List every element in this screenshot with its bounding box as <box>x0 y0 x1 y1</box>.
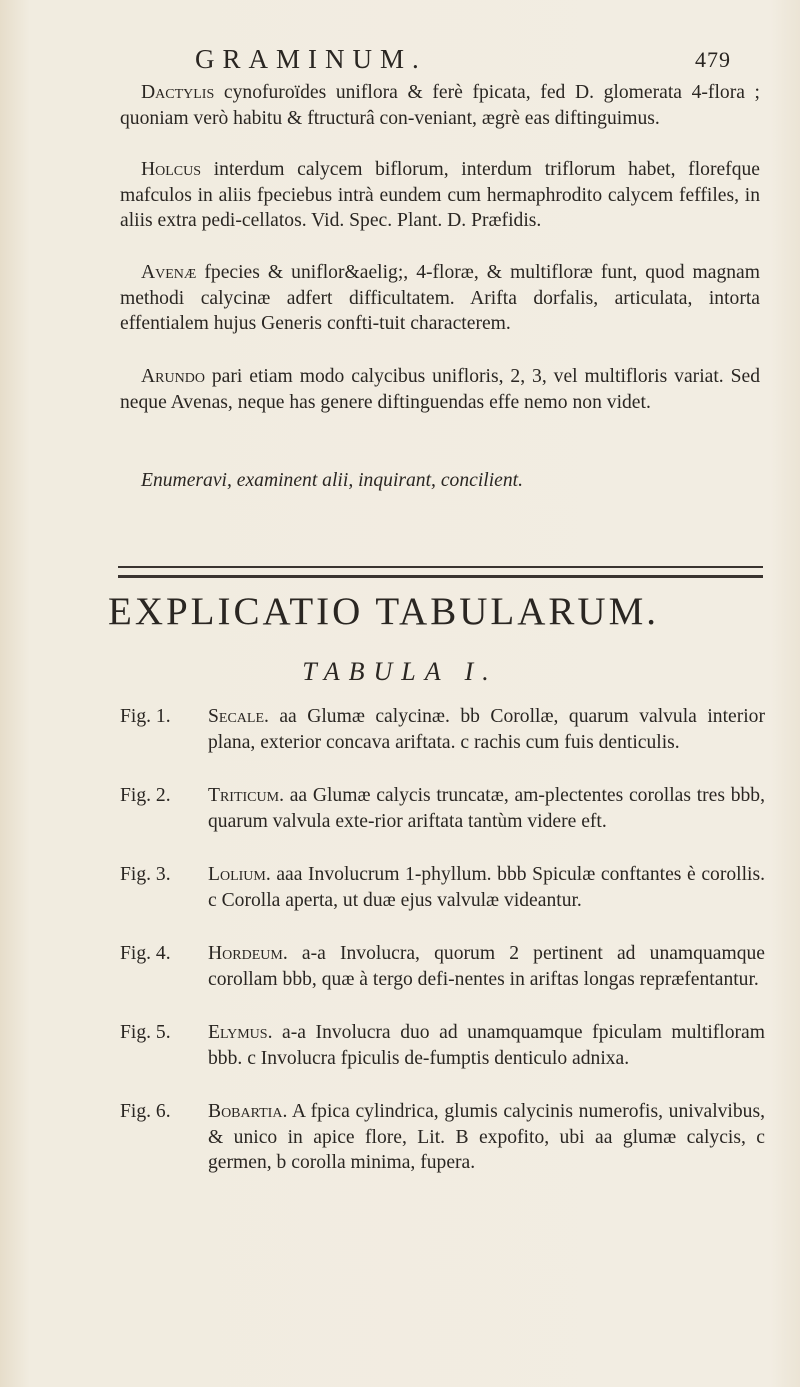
figure-genus: Lolium. <box>208 864 271 885</box>
figure-genus: Elymus. <box>208 1022 273 1043</box>
page-number: 479 <box>695 47 731 72</box>
figure-genus: Bobartia. <box>208 1101 288 1122</box>
figure-entry <box>120 941 765 992</box>
section-subtitle: TABULA I. <box>302 657 498 686</box>
figure-label: Fig. 2. <box>120 785 171 806</box>
figure-entry <box>120 1099 765 1176</box>
genus-name: Arundo <box>141 366 205 387</box>
figure-description: aa Glumæ calycis truncatæ, am-plectentes corollas tres bbb, quarum valvula exte-rior ariftata tantùm videre eft. <box>208 785 765 832</box>
figure-entry <box>120 783 765 834</box>
figure-label: Fig. 3. <box>120 864 171 885</box>
figure-entry <box>120 1020 765 1071</box>
genus-name: Holcus <box>141 159 202 180</box>
section-title: EXPLICATIO TABULARUM. <box>108 590 659 633</box>
figure-description: A fpica cylindrica, glumis calycinis numerofis, univalvibus, & unico in apice flore, Lit. B expofito, ubi aa glumæ calycis, c germen, b corolla minima, fupera. <box>208 1101 765 1173</box>
paragraph-text: cynofuroïdes uniflora & ferè fpicata, fed D. glomerata 4-flora ; quoniam verò habitu & ftructurâ con-veniant, ægrè eas diftinguimus. <box>120 82 760 129</box>
figure-label: Fig. 5. <box>120 1022 171 1043</box>
figure-genus: Triticum. <box>208 785 284 806</box>
figure-description: aaa Involucrum 1-phyllum. bbb Spiculæ conftantes è corollis. c Corolla aperta, ut duæ ejus valvulæ videantur. <box>208 864 765 911</box>
paragraph-text: pari etiam modo calycibus unifloris, 2, 3, vel multifloris variat. Sed neque Avenas, neque has genere diftinguendas effe nemo non videt. <box>120 366 760 413</box>
paragraph-arundo <box>120 364 760 415</box>
paragraph-avena <box>120 260 760 337</box>
figure-label: Fig. 4. <box>120 943 171 964</box>
figure-entry <box>120 704 765 755</box>
paragraph-text: interdum calycem biflorum, interdum triflorum habet, florefque mafculos in aliis fpeciebus intrà eundem cum hermaphrodito calycem feffiles, in aliis extra pedi-cellatos. Vid. Spec. Plant. D. Præfidis. <box>120 159 760 231</box>
figure-genus: Secale. <box>208 706 269 727</box>
paragraph-dactylis <box>120 80 760 131</box>
figure-label: Fig. 1. <box>120 706 171 727</box>
figure-label: Fig. 6. <box>120 1101 171 1122</box>
paragraph-holcus <box>120 157 760 234</box>
section-divider <box>118 566 763 578</box>
genus-name: Avenæ <box>141 262 197 283</box>
genus-name: Dactylis <box>141 82 215 103</box>
figure-description: a-a Involucra duo ad unamquamque fpiculam multifloram bbb. c Involucra fpiculis de-fumptis denticulo adnixa. <box>208 1022 765 1069</box>
closing-line: Enumeravi, examinent alii, inquirant, concilient. <box>141 470 524 491</box>
paragraph-text: fpecies & uniflor&aelig;, 4-floræ, & multifloræ funt, quod magnam methodi calycinæ adfert difficultatem. Arifta dorfalis, articulata, intorta effentialem hujus Generis confti-tuit characterem. <box>120 262 760 334</box>
running-header: GRAMINUM. <box>195 44 427 74</box>
figure-genus: Hordeum. <box>208 943 288 964</box>
figure-description: a-a Involucra, quorum 2 pertinent ad unamquamque corollam bbb, quæ à tergo defi-nentes in ariftas longas repræfentantur. <box>208 943 765 990</box>
figure-entry <box>120 862 765 913</box>
figure-description: aa Glumæ calycinæ. bb Corollæ, quarum valvula interior plana, exterior concava ariftata. c rachis cum fuis denticulis. <box>208 706 765 753</box>
